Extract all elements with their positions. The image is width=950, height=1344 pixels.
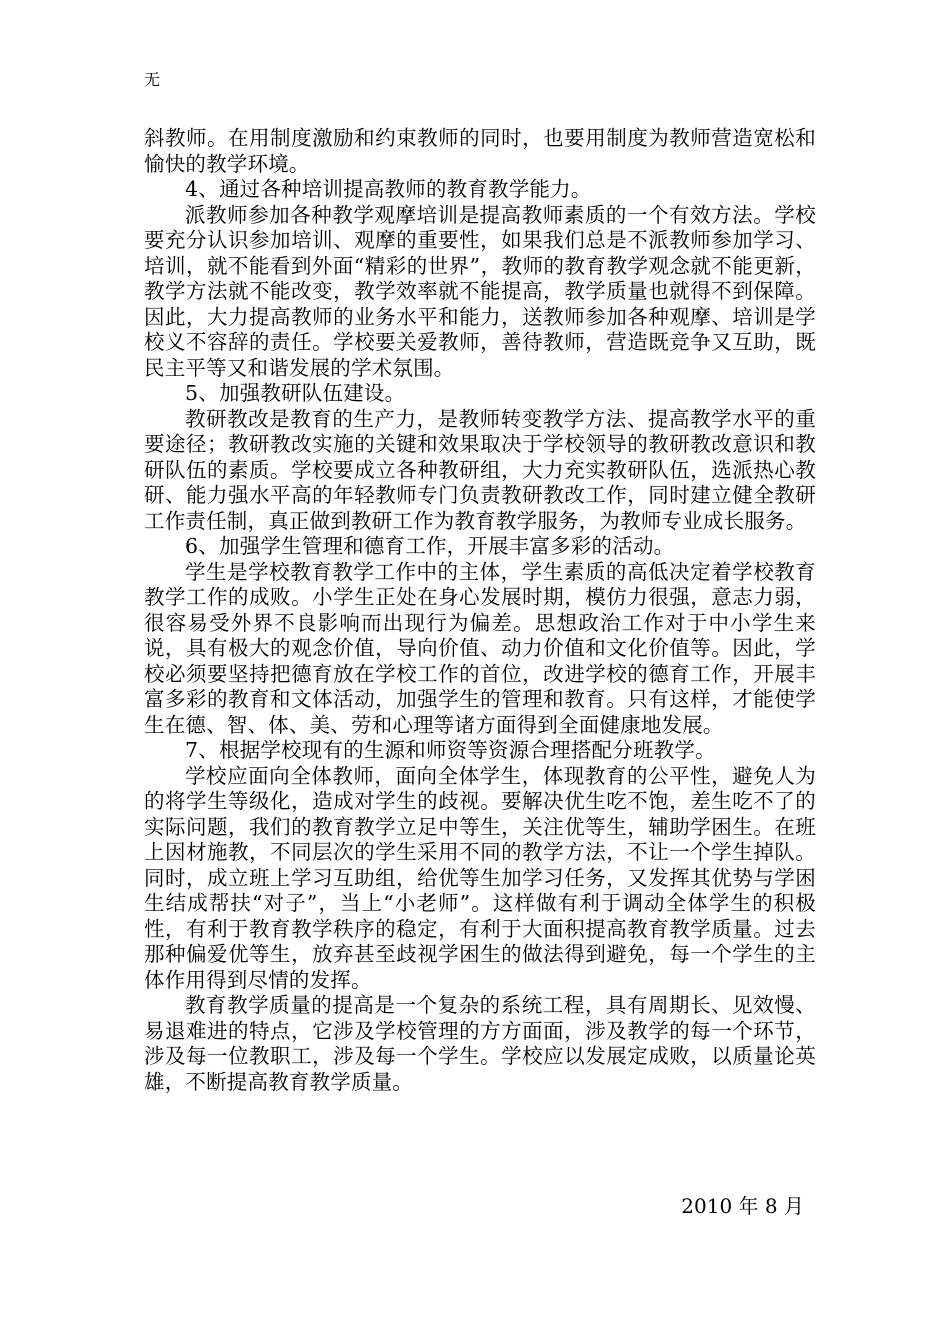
section-heading: 4、通过各种培训提高教师的教育教学能力。 [185,177,592,201]
paragraph: 派教师参加各种教学观摩培训是提高教师素质的一个有效方法。学校要充分认识参加培训、观摩的重要性，如果我们总是不派教师参加学习、培训，就不能看到外面“精彩的世界”，教师的教育教学观念就不能更新，教学方法就不能改变，教学效率就不能提高，教学质量也就得不到保障。因此，大力提高教师的业务水平和能力，送教师参加各种观摩、培训是学校义不容辞的责任。学校要关爱教师，善待教师，营造既竞争又互助，既民主平等又和谐发展的学术氛围。 [144,202,816,380]
paragraph: 斜教师。在用制度激励和约束教师的同时，也要用制度为教师营造宽松和愉快的教学环境。 [144,126,816,176]
paragraph: 教研教改是教育的生产力，是教师转变教学方法、提高教学水平的重要途径；教研教改实施的关键和效果取决于学校领导的教研教改意识和教研队伍的素质。学校要成立各种教研组，大力充实教研队伍，选派热心教研、能力强水平高的年轻教师专门负责教研教改工作，同时建立健全教研工作责任制，真正做到教研工作为教育教学服务，为教师专业成长服务。 [144,406,816,533]
section-heading: 7、根据学校现有的生源和师资等资源合理搭配分班教学。 [185,738,716,762]
section-heading: 6、加强学生管理和德育工作，开展丰富多彩的活动。 [185,534,675,558]
paragraph: 学校应面向全体教师，面向全体学生，体现教育的公平性，避免人为的将学生等级化，造成对学生的歧视。要解决优生吃不饱，差生吃不了的实际问题，我们的教育教学立足中等生，关注优等生，辅助学困生。在班上因材施教，不同层次的学生采用不同的教学方法，不让一个学生掉队。同时，成立班上学习互助组，给优等生加学习任务，又发挥其优势与学困生结成帮扶“对子”，当上“小老师”。这样做有利于调动全体学生的积极性，有利于教育教学秩序的稳定，有利于大面积提高教育教学质量。过去那种偏爱优等生，放弃甚至歧视学困生的做法得到避免，每一个学生的主体作用得到尽情的发挥。 [144,763,816,992]
page-header: 无 [144,70,161,89]
paragraph: 学生是学校教育教学工作中的主体，学生素质的高低决定着学校教育教学工作的成败。小学生正处在身心发展时期，模仿力很强，意志力弱，很容易受外界不良影响而出现行为偏差。思想政治工作对于中小学生来说，具有极大的观念价值，导向价值、动力价值和文化价值等。因此，学校必须要坚持把德育放在学校工作的首位，改进学校的德育工作，开展丰富多彩的教育和文体活动，加强学生的管理和教育。只有这样，才能使学生在德、智、体、美、劳和心理等诸方面得到全面健康地发展。 [144,559,816,737]
document-body [144,126,816,1095]
document-date: 2010 年 8 月 [681,1194,804,1218]
conclusion-paragraph: 教育教学质量的提高是一个复杂的系统工程，具有周期长、见效慢、易退难进的特点，它涉及学校管理的方方面面，涉及教学的每一个环节，涉及每一位教职工，涉及每一个学生。学校应以发展定成败，以质量论英雄，不断提高教育教学质量。 [144,993,816,1094]
section-heading: 5、加强教研队伍建设。 [185,381,406,405]
